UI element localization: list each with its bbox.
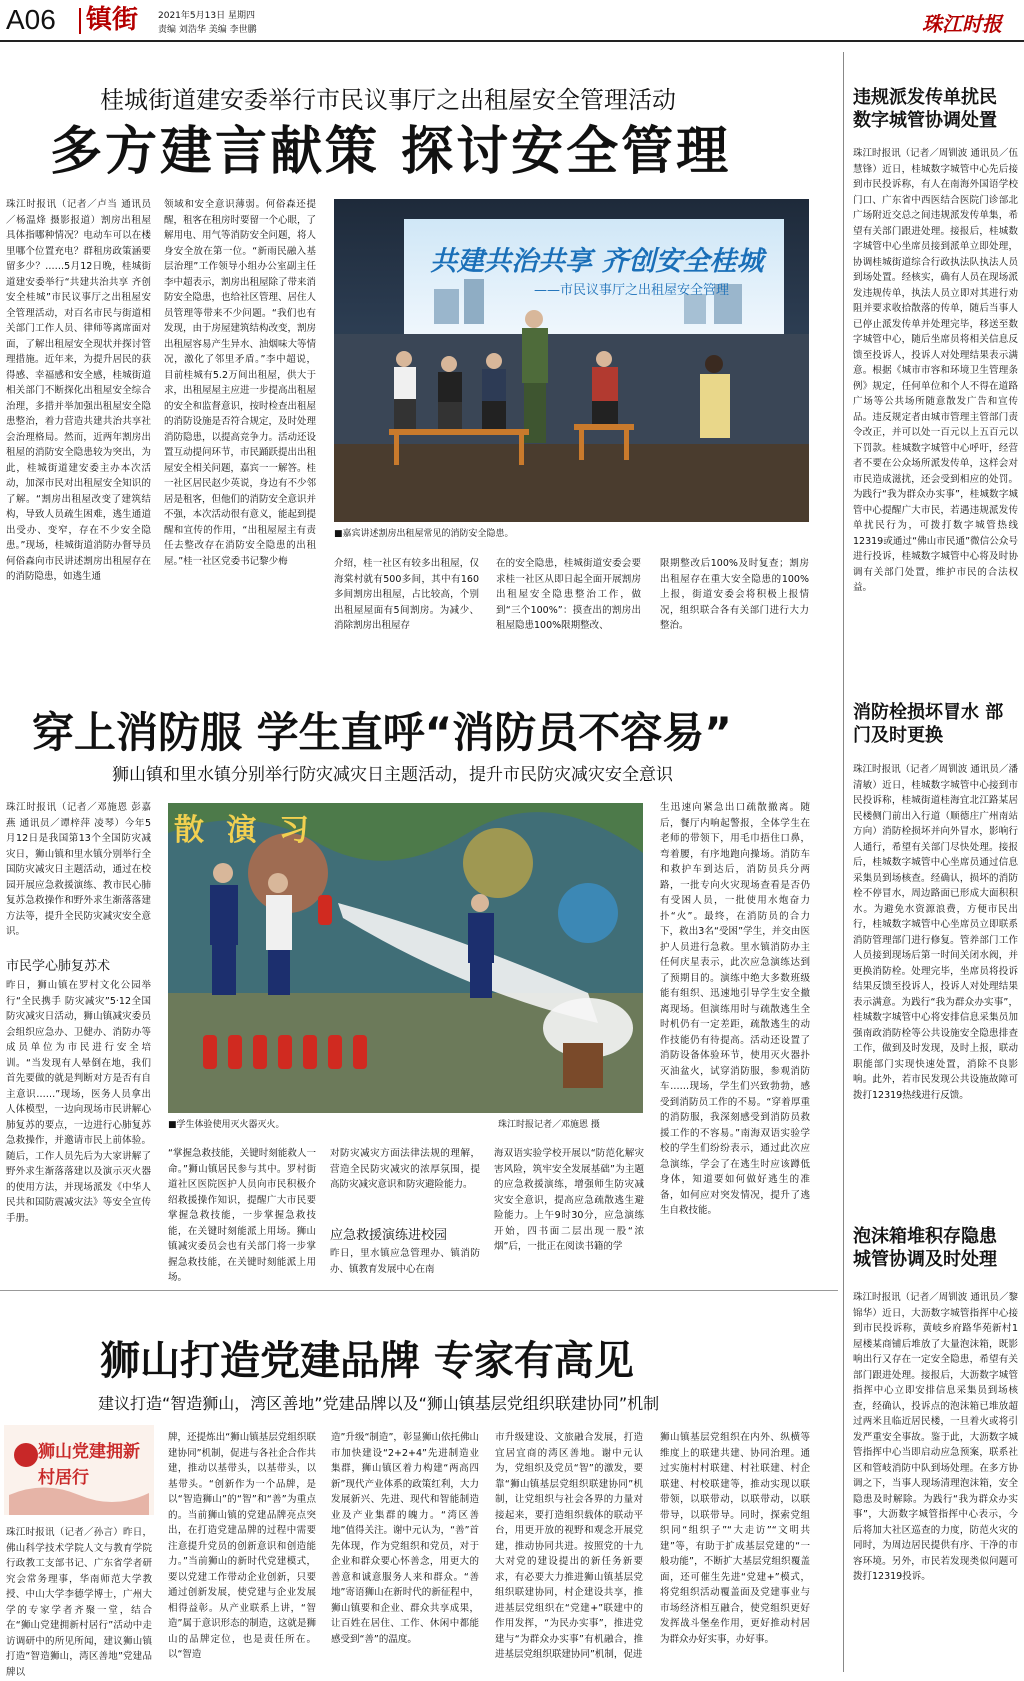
- fire-drill-illustration: [168, 803, 643, 1113]
- story2-col3-subhead: 应急救援演练进校园: [330, 1228, 448, 1243]
- story2-col3: 对防灾减灾方面法律法规的理解，营造全民防灾减灾的浓厚氛围，提高防灾减灾意识和防灾避险能力。: [330, 1148, 480, 1190]
- sidebar-divider: [843, 52, 844, 1672]
- page-number: A06: [6, 4, 56, 35]
- issue-date: 2021年5月13日 星期四: [158, 11, 255, 21]
- photo-banner-main: 共建共治共享 齐创安全桂城: [430, 246, 764, 277]
- story2-col4: 海双语实验学校开展以“防范化解灾害风险，筑牢安全发展基础”为主题的应急救援演练，增强师生防灾减灾安全意识，提高应急疏散逃生避险能力。上午9时30分，应急演练开始，四书面二层出现一股“浓烟”后，一批正在阅读书籍的学: [494, 1148, 644, 1252]
- story2-title: 穿上消防服 学生直呼“消防员不容易”: [32, 708, 732, 757]
- story2-subtitle: 狮山镇和里水镇分别举行防灾减灾日主题活动，提升市民防灾减灾安全意识: [112, 765, 673, 785]
- side3-title: 泡沫箱堆积存隐患 城管协调及时处理: [853, 1226, 997, 1270]
- story3-subtitle: 建议打造“智造狮山，湾区善地”党建品牌以及“狮山镇基层党组织联建协同”机制: [98, 1394, 660, 1413]
- fire-barrel: [563, 1043, 603, 1088]
- story2-photo-caption: ■学生体验使用灭火器灭火。: [168, 1120, 285, 1130]
- story3-logo-art: [4, 1425, 154, 1515]
- story2-col1b: 昨日，狮山镇在罗村文化公园举行“全民携手 防灾减灾”5·12全国防灾减灾日活动，狮山镇减灾委员会组织应急办、卫健办、消防办等成员单位为市民进行安全培训。“当发现有人晕倒在地，我们首先要做的就是判断对方是否有自主意识……”现场，医务人员拿出人体模型，一边向现场市民讲解心肺复苏的要点，一边进行心肺复苏急救操作，并邀请市民上前体验。随后，工作人员先后为大家讲解了野外求生渐落落建以及演示灭火器的使用方法，并现场派发《中华人民共和国防震减灾法》等安全宣传手册。: [6, 980, 151, 1224]
- masthead-divider: [79, 8, 81, 34]
- story1-col1: 珠江时报讯（记者／卢当 通讯员／杨温烽 摄影报道）割房出租屋具体指哪种情况？电动车可以在楼里哪个位置充电？群租房政策涵要留多少？……5月12日晚，桂城街道建安委举行“共建共治共享 齐创安全桂城”市民议事厅之出租屋安全管理活动，对百名市民与街道相关部门工作人员、律师等离席面对面，了解出租屋安全现状并探讨管理措施。近年来，为提升居民的获得感、幸福感和安全感，桂城街道相关部门不断探化出租屋安全综合治理，多措并举加强出租屋安全隐患整治，着力营造共建共治共享社会治理格局。然而，近两年割房出租屋的消防安全隐患较为突出，为此，桂城街道建安委主办本次活动，加深市民对出租屋安全知识的了解。“割房出租屋改变了建筑结构，导致人员疏生困难，逃生通道出受办、变窄，存在不少安全隐患。”现场，桂城街道消防办督导员何俗森向市民讲述割房出租屋存在的消防隐患，如逃生通: [6, 199, 151, 582]
- side3-body: 珠江时报讯（记者／周钏波 通讯员／黎锦华）近日，大沥数字城管指挥中心接到市民投诉称，黄岐乡府路华苑新村1屋楼某商铺后堆放了大量泡沫箱，既影响出行又存在一定安全隐患，希望有关部门跟进处理。接报后，大沥数字城管指挥中心立即安排信息采集员到场核查，经确认，投诉点的泡沫箱已堆放超过两米且临近居民楼，一旦着火或将引发严重安全事故。鉴于此，大沥数字城管指挥中心当即启动应急预案，联系社区和管岐消防中队到场处理。在多方协调之下，当事人现场清理泡沫箱，安全隐患及时解除。为践行“我为群众办实事”，大沥数字城管指挥中心表示，今后将加大社区巡查的力度，防范火灾的同时，为周边居民提供有序、干净的市容环境。另外，市民若发现类似问题可拨打12319投诉。: [853, 1292, 1018, 1582]
- story2-photo-credit: 珠江时报记者／邓施恩 摄: [498, 1120, 600, 1130]
- story3-top-rule: [0, 1290, 838, 1291]
- section-name: 镇街: [86, 5, 139, 35]
- story3-col3: 造”升级“制造”，彰显狮山依托佛山市加快建设“2+2+4”先进制造业集群，狮山镇区着力构建“两高四新”现代产业体系的政策红利，大力发展新兴、先进、现代和智能制造业及产业集群的魄力。“湾区善地”值得关注。谢中元认为，“善”首先体现，作为党组织和党员，对于企业和群众要心怀善念，用更大的善意和诚意服务人来和群众。“善地”寄语狮山在新时代的新征程中，狮山镇要和企业、群众共享成果，让百姓在居住、工作、休闲中都能感受到“善”的温度。: [331, 1432, 479, 1645]
- story2-col2: “掌握急救技能，关键时刻能救人一命。”狮山镇居民参与其中。罗村街道社区医院医护人员向市民积极介绍救援操作知识，提醒广大市民要掌握急救技能，一步掌握急救技能，在关键时刻能派上用场。狮山镇减灾委员会也有关部门将一步掌握急救技能，在关键时刻能派上用场。: [168, 1148, 316, 1283]
- story1-col4: 在的安全隐患，桂城街道安委会要求桂一社区从即日起全面开展割房出租屋安全隐患整治工作，做到“三个100%”：摸查出的割房出租屋隐患100%限期整改、: [496, 558, 641, 631]
- story1-title: 多方建言献策 探讨安全管理: [50, 122, 732, 182]
- side2-body: 珠江时报讯（记者／周钏波 通讯员／潘清敏）近日，桂城数字城管中心接到市民投诉称，桂城街道桂海宜北江路某居民楼侧门前出入行道（顺德庄广州南站方向）消防栓损坏并向外冒水，影响行人通行，希望有关部门尽快处理。接报后，桂城数字城管中心坐席员通过信息采集员到场核查。经确认，损坏的消防栓不停冒水，周边路面已形成大面积积水。为避免水资源浪费，方便市民出行，桂城数字城管中心坐席员立即联系消防管理部门进行修复。管养部门工作人员接到现场后第一时间关闭水阀，并更换消防栓。处理完毕，坐席员将投诉结果反馈至投诉人，投诉人对处理结果表示满意。为践行“我为群众办实事”，桂城数字城管中心将安排信息采集员加强南政消防栓等公共设施安全隐患排查工作，做到及时发现，及时上报，联动职能部门实现快速处置，消除不良影响。此外，若市民发现公共设施故障可拨打12319热线进行反馈。: [853, 764, 1018, 1101]
- story1-photo-caption: ■嘉宾讲述割房出租屋常见的消防安全隐患。: [334, 529, 514, 539]
- story1-col2: 领域和安全意识薄弱。何俗森还提醒，租客在租房时要留一个心眼，了解用电、用气等消防安全问题，将人身安全放在第一位。“新雨民融入基层治理”工作领导小组办公室副主任李中超表示，割房出租屋除了带来消防安全隐患，也给社区管理、居住人员管理等带来不少问题。“我们也有发现，由于房屋建筑结构改变，割房出租屋容易产生异水、油烟味大等情况，激化了邻里矛盾。”李中超说，目前桂城有5.2万间出租屋，供大于求，出租屋屋主应进一步提高出租屋的安全和监督意识，按时检查出租屋的消防设施是否符合规定，及时处理消防隐患，以提高竞争力。活动还设置互动提问环节，市民踊跃提出出租屋安全相关问题，嘉宾一一解答。桂一社区居民赵少英说，身边有不少邻居是租客，但他们的消防安全意识并不强，本次活动很有意义，能起到提醒和宣传的作用，“出租屋屋主有责任去整改存在消防安全隐患的出租屋。”桂一社区党委书记黎少梅: [164, 199, 317, 567]
- extinguisher: [318, 895, 332, 925]
- story3-col4: 市升级建设、文旅融合发展，打造宜居宜商的湾区善地。谢中元认为，党组织及党员“智”的激发，要靠“狮山镇基层党组织联建协同”机制，让党组织与社会各界的力量对接起来，要打造组织载体的联动平台，用更开放的视野和观念开展党建，推动协同共进。按照党的十九大对党的建设提出的新任务新要求，有必要大力推进狮山镇基层党组织联建协同，村企建设共享，推进基层党组织在“党建+”联建中的作用发挥，“为民办实事”，推进党建与“为群众办实事”有机融合，推进基层党组织联建协同”机制，促进: [495, 1432, 643, 1660]
- story3-col1: 珠江时报讯（记者／孙言）昨日，佛山科学技术学院人文与教育学院行政教工支部书记、广东省学者研究会常务理事，华南师范大学教授、中山大学李德学博士，广州大学的专家学者齐聚一堂，结合在“狮山党建拥新村居行”活动中走访调研中的所见所闻，建议狮山镇打造“智造狮山，湾区善地”党建品牌以: [6, 1527, 152, 1678]
- story1-photo: [334, 199, 809, 522]
- editors: 责编 刘浩华 美编 李世鹏: [158, 25, 257, 35]
- story2-col5: 生迅速向紧急出口疏散撤离。随后，餐厅内响起警报，全体学生在老师的带领下，用毛巾捂住口鼻，弯着腰，有序地跑向操场。消防车和救护车到达后，消防员兵分两路，一批专向火灾现场查看是否仍有受困人员，一批使用水炮奋力扑“火”。最终，在消防员的合力下，救出3名“受困”学生，并交由医护人员进行急救。里水镇消防办主任何庆星表示，此次应急演练达到了预期目的。演练中绝大多数班级能有组织、迅速地引导学生安全撤离现场。但演练用时与疏散逃生全时机仍有一定差距，疏散逃生的动作技能仍有待提高。活动还设置了消防设备体验环节，使用灭火器扑灭油盆火，试穿消防服，参观消防车……现场，学生们兴致勃勃，感受到消防员工作的不易。“穿着厚重的消防服，我深刻感受到消防员救援工作的不容易。”南海双语实验学校的学生们纷纷表示，通过此次应急演练，学会了在逃生时应该蹲低身体，知道要如何做好逃生的准备，如何应对突发情况，提升了逃生自救技能。: [660, 802, 810, 1216]
- side1-title: 违规派发传单扰民 数字城管协调处置: [853, 87, 997, 131]
- photo-banner-sub: ——市民议事厅之出租屋安全管理: [534, 283, 730, 298]
- masthead-rule: [0, 40, 1024, 42]
- story2-col1-subhead: 市民学心肺复苏术: [6, 959, 111, 974]
- drill-banner: 散 演 习: [174, 813, 315, 848]
- story3-logo-text: 狮山党建拥新 村居行: [38, 1442, 140, 1488]
- side1-body: 珠江时报讯（记者／周钏波 通讯员／伍慧锋）近日，桂城数字城管中心先后接到市民投诉称，有人在南海外国语学校门口、广东省中西医结合医院门诊部北广场附近交总之间违规派发传单集，希望有关部门跟进处理。接报后，桂城数字城管中心坐席员接到派单立即处理，协调桂城街道综合行政执法队执法人员到场处置。经核实，确有人员在现场派发违规传单，执法人员立即对其进行劝阻并要求收拾散落的传单，随后当事人已停止派发传单并处理完毕，移送至数字城管中心，随后坐席员将相关信息反馈至投诉人，投诉人对处理结果表示满意。根据《城市市容和环境卫生管理条例》规定，任何单位和个人不得在道路广场等公共场所随意散发广告和宣传品。违反规定者由城市管理主管部门责令改正，并可以处一百元以上五百元以下罚款。桂城数字城管中心呼吁，经营者不要在公众场所派发传单，这样会对市民造成滋扰，还会受到相应的处罚。为践行“我为群众办实事”，桂城数字城管中心提醒广大市民，若遇违规派发传单扰民行为，可拨打数字城管热线12319或通过“佛山市民通”微信公众号进行投诉，桂城数字城管中心将及时协调有关部门处置，维护市民的合法权益。: [853, 148, 1018, 593]
- stage-floor: [334, 444, 809, 522]
- story1-col5: 限期整改后100%及时复查；割房出租屋存在重大安全隐患的100%上报，街道安委会将积极上报情况，组织联合各有关部门进行大力整治。: [660, 558, 809, 631]
- speaker-figure: [522, 328, 548, 383]
- story3-col2: 牌，还提炼出“狮山镇基层党组织联建协同”机制，促进与各社企合作共建，推动以基带头，以基带头，以基带头。“创新作为一个品牌，是以“智造狮山”的“智”和“善”为重点的。当前狮山镇的党建品牌亮点突出，在打造党建品牌的过程中需要注意提升党员的创新意识和创造能力。”当前狮山的新时代党建模式，要以党建工作带动企业创新，只要通过创新发展，使党建与企业发展相得益彰。从产业联系上讲，“智造”属于意识形态的制造，这就是狮山的品牌定位，也是责任所在。以“智造: [168, 1432, 316, 1660]
- story1-col3: 介绍，桂一社区有较多出租屋，仅海棠村就有500多间，其中有160多间割房出租屋，占比较高，个别出租屋屋面有5间割房。为减少、消除割房出租屋存: [334, 558, 479, 631]
- story2-photo: [168, 803, 643, 1113]
- paper-logo: 珠江时报: [922, 12, 1002, 36]
- side2-title: 消防栓损坏冒水 部门及时更换: [853, 702, 1004, 746]
- story3-title: 狮山打造党建品牌 专家有高见: [100, 1338, 634, 1384]
- story2-col3b: 昨日，里水镇应急管理办、镇消防办、镇教育发展中心在南: [330, 1248, 480, 1275]
- story1-kicker: 桂城街道建安委举行市民议事厅之出租屋安全管理活动: [100, 86, 676, 114]
- story3-col5: 狮山镇基层党组织在内外、纵横等维度上的联建共建、协同治理。通过实施村村联建、村社联建、村企联建、村校联建等，推动实现以联带领，以联带动，以联带动，以联带导，以联带导。同时，探索党组织同“组织子”“大走访”“文明共建”等，有助于扩成基层党建的“一般功能”，不断扩大基层党组织覆盖面，还可催生先进“党建+”模式，将党组织活动覆盖面及党建事业与市场经济相互融合，使党组织更好发挥战斗堡垒作用，更好推动村居为群众办好实事，办好事。: [660, 1432, 810, 1645]
- story2-col1: 珠江时报讯（记者／邓施恩 彭嘉燕 通讯员／谭梓萍 凌琴）今年5月12日是我国第13个全国防灾减灾日，狮山镇和里水镇分别举行全国防灾减灾日主题活动，通过在校园开展应急救援演练、教市民心肺复苏急救操作和野外求生渐落落建方法等，提升全民防灾减灾安全意识。: [6, 802, 151, 937]
